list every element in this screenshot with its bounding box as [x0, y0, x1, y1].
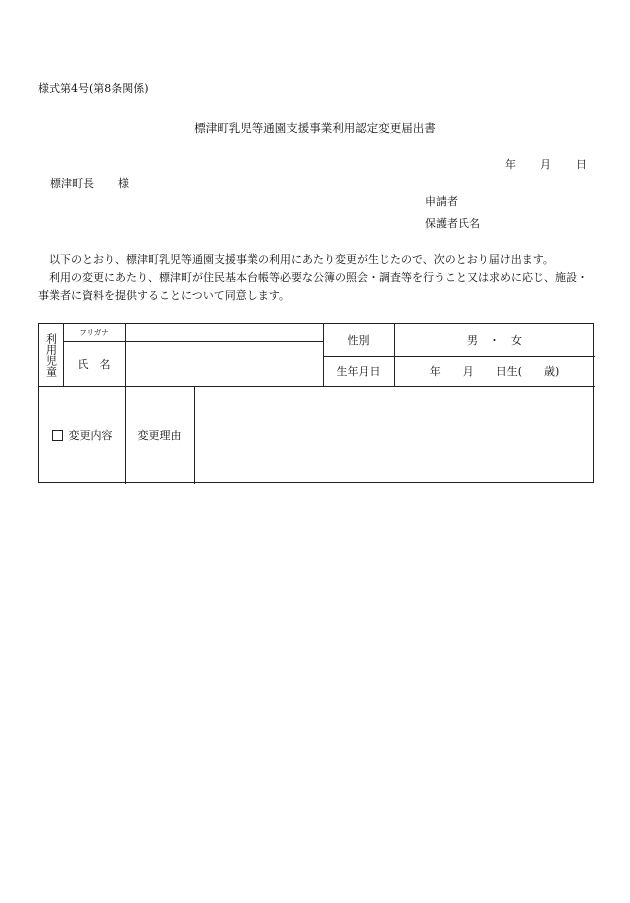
furigana-field[interactable]	[125, 324, 323, 341]
document-title: 標津町乳児等通園支援事業利用認定変更届出書	[194, 121, 436, 135]
child-header-cell	[39, 324, 63, 386]
change-content-checkbox[interactable]	[52, 430, 63, 441]
addressee-suffix: 様	[118, 177, 129, 190]
addressee	[50, 175, 129, 191]
date-year: 年	[505, 158, 516, 171]
change-content-label: 変更内容	[68, 429, 113, 442]
dob-label: 生年月日	[336, 365, 381, 378]
name-field[interactable]	[125, 341, 323, 386]
addressee-name: 標津町長	[50, 177, 94, 190]
guardian-name-label: 保護者氏名	[425, 217, 480, 230]
gender-label: 性別	[347, 334, 370, 347]
date-day: 日	[576, 158, 587, 171]
date-month: 月	[540, 158, 551, 171]
change-content-cell[interactable]	[39, 386, 125, 484]
info-table	[38, 323, 594, 483]
change-reason-field[interactable]	[194, 386, 595, 484]
gender-options[interactable]: 男 ・ 女	[467, 334, 522, 347]
form-number: 様式第4号(第8条関係)	[38, 82, 149, 95]
child-header: 利用児童	[44, 333, 58, 377]
applicant-label: 申請者	[425, 195, 458, 208]
dob-field[interactable]: 年 月 日生( 歳)	[429, 365, 560, 378]
furigana-label: フリガナ	[79, 328, 109, 337]
name-label: 氏 名	[77, 357, 111, 371]
change-reason-label: 変更理由	[137, 429, 182, 442]
paragraph-consent: 利用の変更にあたり、標津町が住民基本台帳等必要な公簿の照会・調査等を行うこと又は求めに応じ、施設・事業者に資料を提供することについて同意します。	[38, 271, 588, 302]
paragraph-notice: 以下のとおり、標津町乳児等通園支援事業の利用にあたり変更が生じたので、次のとおり届け出ます。	[49, 253, 554, 266]
